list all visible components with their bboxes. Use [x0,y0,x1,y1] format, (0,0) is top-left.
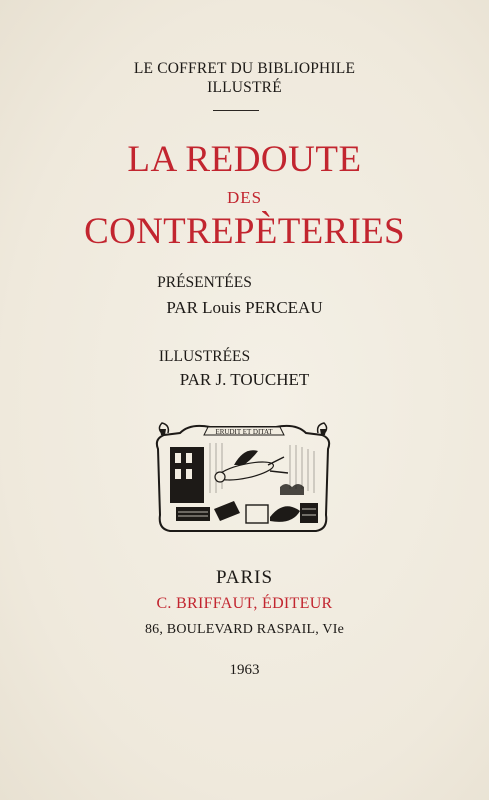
title-line-2: DES [226,188,263,207]
collection-name [0,59,489,97]
presenter-label: PRÉSENTÉES [157,274,252,291]
illustrator-name: PAR J. TOUCHET [179,370,310,389]
divider-rule [213,110,259,111]
title-line-3: CONTREPÈTERIES [84,211,405,252]
vignette-motto: ERUDIT ET DITAT [215,428,273,436]
presenter-name: PAR Louis PERCEAU [166,298,323,317]
illustrator-label: ILLUSTRÉES [158,348,251,365]
collection-line-1: LE COFFRET DU BIBLIOPHILE [133,60,356,77]
imprint-publisher: C. BRIFFAUT, ÉDITEUR [156,595,333,612]
title-line-1: LA REDOUTE [127,139,362,180]
printer-vignette-illustration [150,419,336,537]
imprint-address: 86, BOULEVARD RASPAIL, VIe [144,622,345,637]
imprint-city: PARIS [215,567,274,588]
collection-line-2: ILLUSTRÉ [207,79,282,96]
imprint-year: 1963 [229,662,260,678]
